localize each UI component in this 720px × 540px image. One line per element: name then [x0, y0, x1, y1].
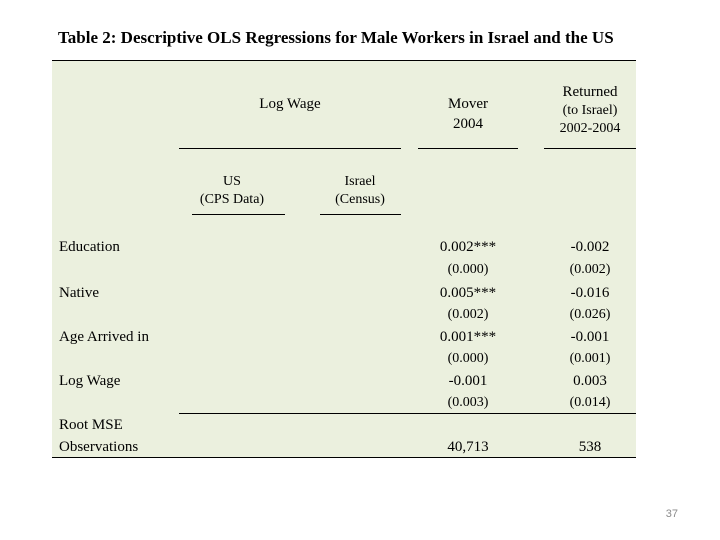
- row-label-native: Native: [59, 285, 99, 301]
- log-wage-rule: [179, 148, 401, 149]
- row-label-observations: Observations: [59, 439, 139, 455]
- mover-education-se: (0.000): [447, 262, 489, 277]
- header-israel: Israel (Census): [335, 174, 385, 207]
- returned-log-wage: 0.003: [573, 373, 607, 389]
- row-label-root-mse: Root MSE: [59, 417, 123, 433]
- returned-education-se: (0.002): [569, 262, 611, 277]
- mover-log-wage: -0.001: [448, 373, 488, 389]
- returned-observations: 538: [578, 439, 602, 455]
- israel-rule: [320, 214, 401, 215]
- returned-rule: [544, 148, 636, 149]
- row-label-log-wage: Log Wage: [59, 373, 121, 389]
- header-mover: Mover 2004: [448, 96, 488, 132]
- mover-native-se: (0.002): [447, 307, 489, 322]
- returned-log-wage-se: (0.014): [569, 395, 611, 410]
- mover-age-arrived-se: (0.000): [447, 351, 489, 366]
- us-rule: [192, 214, 285, 215]
- mover-observations: 40,713: [447, 439, 489, 455]
- mover-age-arrived: 0.001***: [439, 329, 497, 345]
- header-returned: Returned (to Israel) 2002-2004: [559, 84, 621, 136]
- mover-log-wage-se: (0.003): [447, 395, 489, 410]
- returned-age-arrived-se: (0.001): [569, 351, 611, 366]
- header-us: US (CPS Data): [199, 174, 265, 207]
- table-title: Table 2: Descriptive OLS Regressions for Male Workers in Israel and the US: [58, 28, 614, 47]
- top-rule: [52, 60, 636, 61]
- returned-native-se: (0.026): [569, 307, 611, 322]
- table-panel: [52, 60, 636, 458]
- returned-age-arrived: -0.001: [570, 329, 610, 345]
- returned-education: -0.002: [570, 239, 610, 255]
- mover-native: 0.005***: [439, 285, 497, 301]
- mover-rule: [418, 148, 518, 149]
- stats-rule: [179, 413, 636, 414]
- returned-native: -0.016: [570, 285, 610, 301]
- mover-education: 0.002***: [439, 239, 497, 255]
- header-log-wage: Log Wage: [259, 96, 321, 112]
- bottom-rule: [52, 457, 636, 458]
- row-label-education: Education: [59, 239, 120, 255]
- row-label-age-arrived: Age Arrived in: [59, 329, 149, 345]
- page-number: 37: [665, 508, 678, 520]
